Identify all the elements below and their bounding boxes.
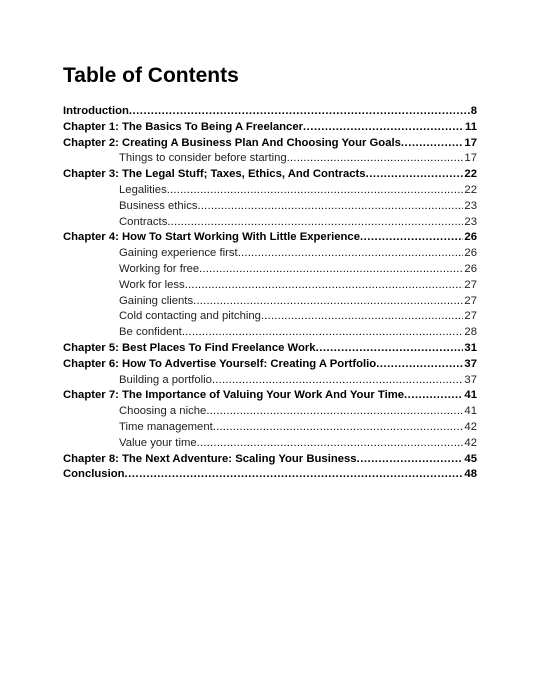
toc-entry-title: Chapter 7: The Importance of Valuing Your Work And Your Time xyxy=(63,389,405,402)
dot-leader xyxy=(167,183,464,199)
toc-page-number: 22 xyxy=(464,183,477,196)
dot-leader xyxy=(316,341,464,357)
toc-entry-title: Value your time xyxy=(119,436,197,449)
toc-chapter-entry xyxy=(63,467,477,483)
toc-page-number: 37 xyxy=(464,357,477,370)
toc-page-number: 42 xyxy=(464,436,477,449)
toc-page-number: 26 xyxy=(464,231,477,244)
toc-entry-title: Things to consider before starting xyxy=(119,152,287,165)
toc-entry-title: Gaining clients xyxy=(119,294,194,307)
dot-leader xyxy=(198,199,464,215)
toc-section-entry xyxy=(63,294,477,310)
toc-entry-title: Introduction xyxy=(63,105,129,117)
dot-leader xyxy=(193,294,463,310)
toc-entry-title: Time management xyxy=(119,420,213,433)
toc-chapter-entry xyxy=(63,136,477,152)
toc-chapter-entry xyxy=(63,388,477,404)
dot-leader xyxy=(357,452,464,468)
toc-section-entry xyxy=(63,262,477,278)
toc-page-number: 45 xyxy=(464,452,477,465)
dot-leader xyxy=(212,373,463,389)
dot-leader xyxy=(167,215,463,231)
toc-page-number: 42 xyxy=(464,420,477,433)
dot-leader xyxy=(287,151,464,167)
toc-section-entry xyxy=(63,404,477,420)
dot-leader xyxy=(199,262,463,278)
dot-leader xyxy=(206,404,463,420)
dot-leader xyxy=(360,230,463,246)
toc-page-number: 31 xyxy=(464,341,477,354)
toc-page-number: 27 xyxy=(464,278,477,291)
toc-section-entry xyxy=(63,309,477,325)
toc-page-number: 11 xyxy=(465,120,477,133)
toc-page-number: 27 xyxy=(464,294,477,307)
toc-entry-title: Conclusion xyxy=(63,468,125,481)
toc-chapter-entry xyxy=(63,341,477,357)
dot-leader xyxy=(238,246,464,262)
toc-page-number: 41 xyxy=(464,389,477,402)
toc-entry-title: Chapter 4: How To Start Working With Little Experience xyxy=(63,231,360,244)
toc-entry-title: Chapter 6: How To Advertise Yourself: Creating A Portfolio xyxy=(63,357,377,370)
toc-entry-title: Chapter 1: The Basics To Being A Freelancer xyxy=(63,120,304,133)
table-of-contents xyxy=(63,104,477,483)
toc-page-number: 17 xyxy=(464,136,477,149)
toc-entry-title: Cold contacting and pitching xyxy=(119,310,261,323)
toc-page-number: 26 xyxy=(464,247,477,260)
toc-page-number: 48 xyxy=(464,468,477,481)
toc-entry-title: Working for free xyxy=(119,262,200,275)
toc-page-number: 23 xyxy=(464,199,477,212)
toc-section-entry xyxy=(63,151,477,167)
toc-section-entry xyxy=(63,373,477,389)
toc-entry-title: Gaining experience first xyxy=(119,247,238,260)
dot-leader xyxy=(125,467,464,483)
toc-page-number: 37 xyxy=(464,373,477,386)
dot-leader xyxy=(261,309,463,325)
toc-entry-title: Legalities xyxy=(119,183,167,196)
toc-entry-title: Choosing a niche xyxy=(119,405,207,418)
toc-chapter-entry xyxy=(63,452,477,468)
dot-leader xyxy=(303,120,464,136)
dot-leader xyxy=(129,104,470,120)
toc-section-entry xyxy=(63,199,477,215)
toc-section-entry xyxy=(63,183,477,199)
toc-section-entry xyxy=(63,278,477,294)
dot-leader xyxy=(213,420,464,436)
toc-page-number: 22 xyxy=(464,168,477,181)
toc-entry-title: Chapter 3: The Legal Stuff; Taxes, Ethics, And Contracts xyxy=(63,168,366,181)
toc-entry-title: Chapter 8: The Next Adventure: Scaling Your Business xyxy=(63,452,357,465)
toc-entry-title: Work for less xyxy=(119,278,185,291)
dot-leader xyxy=(401,136,464,152)
toc-entry-title: Business ethics xyxy=(119,199,198,212)
dot-leader xyxy=(376,357,463,373)
toc-page-number: 28 xyxy=(464,326,477,339)
toc-page-number: 17 xyxy=(464,152,477,165)
dot-leader xyxy=(185,278,464,294)
toc-chapter-entry xyxy=(63,120,477,136)
dot-leader xyxy=(182,325,464,341)
toc-chapter-entry xyxy=(63,357,477,373)
toc-chapter-entry xyxy=(63,167,477,183)
toc-entry-title: Chapter 2: Creating A Business Plan And Choosing Your Goals xyxy=(63,136,401,149)
dot-leader xyxy=(366,167,464,183)
toc-page-number: 41 xyxy=(464,405,477,418)
toc-entry-title: Building a portfolio xyxy=(119,373,212,386)
page-title: Table of Contents xyxy=(63,64,239,87)
toc-section-entry xyxy=(63,215,477,231)
toc-entry-title: Be confident xyxy=(119,326,182,339)
toc-page-number: 26 xyxy=(464,262,477,275)
toc-section-entry xyxy=(63,246,477,262)
toc-page-number: 23 xyxy=(464,215,477,228)
dot-leader xyxy=(404,388,463,404)
toc-entry-title: Contracts xyxy=(119,215,168,228)
toc-chapter-entry xyxy=(63,104,477,120)
toc-chapter-entry xyxy=(63,230,477,246)
toc-section-entry xyxy=(63,420,477,436)
toc-entry-title: Chapter 5: Best Places To Find Freelance Work xyxy=(63,341,316,354)
toc-page-number: 8 xyxy=(470,105,477,117)
toc-section-entry xyxy=(63,325,477,341)
toc-page-number: 27 xyxy=(464,310,477,323)
dot-leader xyxy=(197,436,464,452)
toc-section-entry xyxy=(63,436,477,452)
